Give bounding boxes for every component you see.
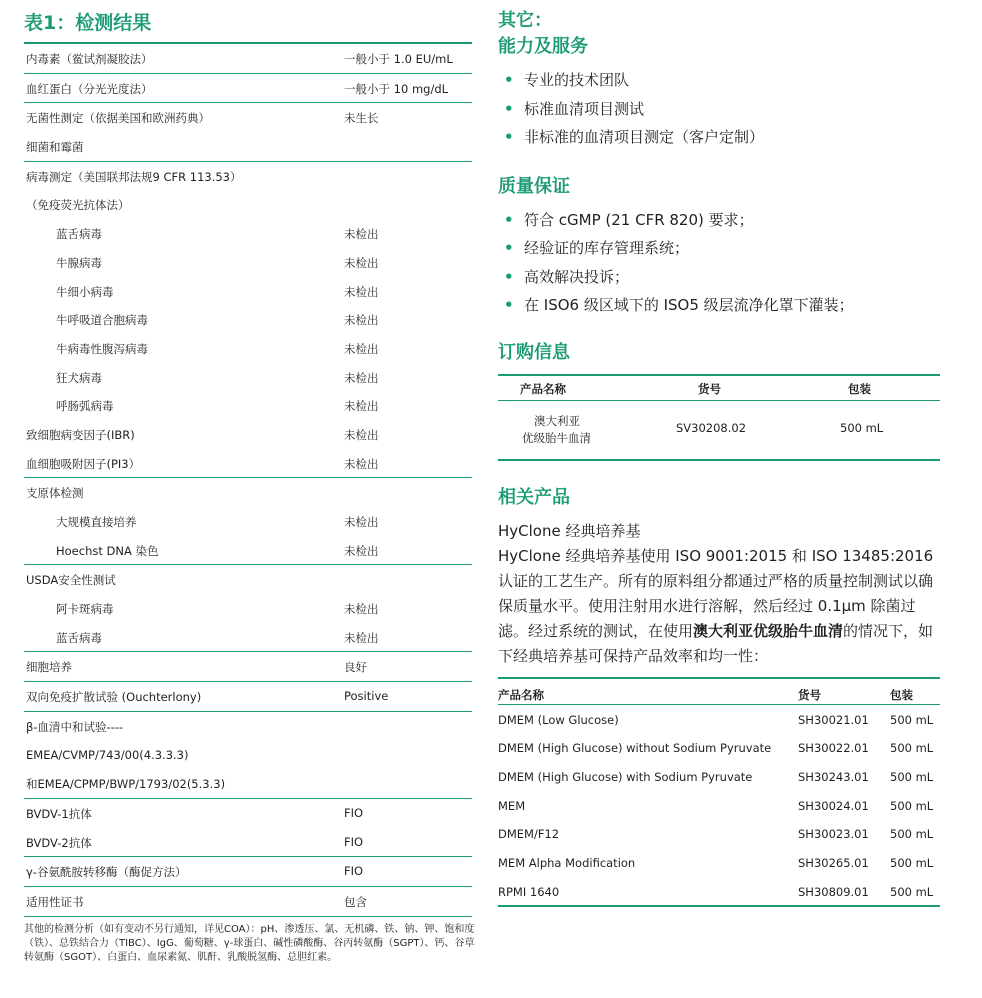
results-row xyxy=(24,565,472,594)
results-row-name: EMEA/CVMP/743/00(4.3.3.3) xyxy=(26,747,189,762)
results-row-value: 未检出 xyxy=(344,515,379,529)
results-row-name: USDA安全性测试 xyxy=(26,573,116,588)
results-row xyxy=(24,682,472,712)
related-row-name: RPMI 1640 xyxy=(498,884,560,899)
results-row-value: FIO xyxy=(344,834,364,849)
ordering-catalog: SV30208.02 xyxy=(676,420,747,435)
results-row-name: γ-谷氨酰胺转移酶（酶促方法） xyxy=(26,865,187,880)
results-row-name: β-血清中和试验---- xyxy=(26,719,124,734)
related-row-size: 500 mL xyxy=(890,741,934,756)
results-row-name: 蓝舌病毒 xyxy=(56,227,102,242)
related-row-name: DMEM/F12 xyxy=(498,827,560,842)
results-row-name: 牛呼吸道合胞病毒 xyxy=(56,313,148,328)
results-row-value: 未生长 xyxy=(344,111,379,126)
list-item-text: 非标准的血清项目测定（客户定制） xyxy=(524,128,765,146)
results-row-name: 牛细小病毒 xyxy=(56,284,114,299)
results-row-value: FIO xyxy=(344,805,364,820)
list-item xyxy=(498,263,940,292)
results-row xyxy=(24,74,472,104)
list-item-text: 经验证的库存管理系统； xyxy=(524,239,690,257)
related-line1: HyClone 经典培养基 xyxy=(498,521,641,540)
list-item xyxy=(498,95,940,124)
ordering-product-line1: 澳大利亚 xyxy=(534,413,580,428)
bullet-icon: • xyxy=(504,267,514,286)
results-row-value: 未检出 xyxy=(344,543,379,558)
list-item xyxy=(498,291,940,320)
results-row xyxy=(24,44,472,74)
bullet-icon: • xyxy=(504,239,514,257)
ordering-header-name: 产品名称 xyxy=(520,381,566,396)
related-text-after: 的情况下，如下经典培养基可保持产品效率和均一性： xyxy=(498,621,934,665)
results-row xyxy=(24,420,472,449)
results-row xyxy=(24,248,472,277)
results-row-name: 血细胞吸附因子(PI3） xyxy=(26,456,141,471)
results-row-name: 致细胞病变因子(IBR) xyxy=(26,427,135,442)
results-row xyxy=(24,623,472,653)
results-row xyxy=(24,857,472,887)
ordering-size: 500 mL xyxy=(840,420,884,435)
related-row-size: 500 mL xyxy=(890,855,934,870)
results-row-value: 包含 xyxy=(344,894,367,909)
related-row-catalog: SH30265.01 xyxy=(798,855,869,870)
results-row-value: 良好 xyxy=(344,660,367,675)
related-row-size: 500 mL xyxy=(890,884,934,899)
ordering-header-size: 包装 xyxy=(848,381,871,396)
related-row-size: 500 mL xyxy=(890,827,934,842)
related-row-name: MEM Alpha Modification xyxy=(498,855,636,870)
results-row-name: 大规模直接培养 xyxy=(56,515,137,529)
quality-title: 质量保证 xyxy=(498,175,570,197)
ordering-row xyxy=(498,401,940,459)
results-row-value: 未检出 xyxy=(344,255,379,270)
results-row-name: 牛病毒性腹泻病毒 xyxy=(56,341,148,356)
related-row-name: DMEM (High Glucose) without Sodium Pyruvate xyxy=(498,741,772,756)
related-row-catalog: SH30243.01 xyxy=(798,769,869,784)
services-title: 能力及服务 xyxy=(498,36,588,57)
related-title: 相关产品 xyxy=(498,486,570,508)
quality-list xyxy=(498,206,940,320)
results-row-value: 未检出 xyxy=(344,630,379,645)
results-row xyxy=(24,887,472,917)
related-row-catalog: SH30024.01 xyxy=(798,798,869,813)
results-row xyxy=(24,769,472,799)
results-row xyxy=(24,219,472,248)
results-row-value: 一般小于 1.0 EU/mL xyxy=(344,52,453,66)
services-list xyxy=(498,66,940,152)
results-row-name: 呼肠弧病毒 xyxy=(56,399,114,414)
related-row-catalog: SH30023.01 xyxy=(798,827,869,842)
related-text-bold: 澳大利亚优级胎牛血清 xyxy=(693,621,844,640)
results-title: 表1：检测结果 xyxy=(24,12,152,34)
results-row xyxy=(24,305,472,334)
right-column xyxy=(498,8,940,907)
results-row-name: 细菌和霉菌 xyxy=(26,140,84,155)
results-row-name: 支原体检测 xyxy=(26,486,84,501)
ordering-product-line2: 优级胎牛血清 xyxy=(522,430,591,445)
results-row xyxy=(24,478,472,507)
related-row xyxy=(498,733,940,762)
results-row-name: 适用性证书 xyxy=(26,894,84,909)
related-row-size: 500 mL xyxy=(890,712,934,727)
related-header xyxy=(498,679,940,705)
results-row xyxy=(24,334,472,363)
results-row-value: 未检出 xyxy=(344,341,379,356)
related-row xyxy=(498,819,940,848)
bullet-icon: • xyxy=(504,128,514,146)
results-row xyxy=(24,799,472,828)
related-row xyxy=(498,762,940,791)
related-paragraph xyxy=(498,519,940,669)
related-row-size: 500 mL xyxy=(890,798,934,813)
list-item xyxy=(498,234,940,263)
results-row xyxy=(24,103,472,132)
related-header-name: 产品名称 xyxy=(498,687,544,702)
bullet-icon: • xyxy=(504,71,514,89)
results-row xyxy=(24,741,472,770)
results-row-value: 未检出 xyxy=(344,284,379,299)
related-row-name: DMEM (High Glucose) with Sodium Pyruvate xyxy=(498,769,753,784)
results-row xyxy=(24,132,472,162)
results-note: 其他的检测分析（如有变动不另行通知，详见COA）：pH、渗透压、氯、无机磷、铁、钠、钾、饱和度（铁）、总铁结合力（TIBC）、IgG、葡萄糖、γ-球蛋白、碱性磷酸酶、谷丙转氨酶（SGPT）、钙、谷草转氨酶（SGOT）、白蛋白、血尿素氮、肌酐、乳酸脱氢酶、总胆红素。 xyxy=(24,923,475,963)
results-row xyxy=(24,507,472,536)
results-row-name: 和EMEA/CPMP/BWP/1793/02(5.3.3) xyxy=(26,777,226,792)
results-row-name: 无菌性测定（依据美国和欧洲药典） xyxy=(26,111,210,126)
results-row-name: 双向免疫扩散试验 (Ouchterlony) xyxy=(26,690,202,705)
results-row-name: 狂犬病毒 xyxy=(56,370,102,385)
results-row xyxy=(24,652,472,682)
list-item-text: 高效解决投诉； xyxy=(524,267,630,286)
list-item xyxy=(498,206,940,235)
results-row-value: 未检出 xyxy=(344,370,379,385)
results-row-name: 病毒测定（美国联邦法规9 CFR 113.53） xyxy=(26,169,242,184)
related-row xyxy=(498,848,940,877)
list-item xyxy=(498,123,940,152)
related-row-name: DMEM (Low Glucose) xyxy=(498,712,619,727)
list-item-text: 标准血清项目测试 xyxy=(524,99,645,118)
list-item-text: 在 ISO6 级区域下的 ISO5 级层流净化罩下灌装； xyxy=(524,296,854,314)
related-row-catalog: SH30022.01 xyxy=(798,741,869,756)
related-row xyxy=(498,705,940,734)
bullet-icon: • xyxy=(504,99,514,118)
results-row xyxy=(24,449,472,479)
list-item-text: 符合 cGMP (21 CFR 820) 要求； xyxy=(524,210,754,229)
results-row xyxy=(24,828,472,858)
results-section xyxy=(24,10,475,965)
ordering-header-catalog: 货号 xyxy=(698,381,721,396)
results-row xyxy=(24,391,472,420)
related-row-name: MEM xyxy=(498,798,526,813)
bullet-icon: • xyxy=(504,210,514,229)
results-row-name: 内毒素（鲎试剂凝胶法） xyxy=(26,52,153,66)
results-row xyxy=(24,363,472,392)
results-row xyxy=(24,162,472,191)
related-row xyxy=(498,877,940,906)
results-row-name: 牛腺病毒 xyxy=(56,255,102,270)
results-row-value: FIO xyxy=(344,864,364,879)
results-row xyxy=(24,594,472,623)
ordering-header xyxy=(498,376,940,401)
results-row-name: （免疫荧光抗体法） xyxy=(26,198,130,213)
results-row xyxy=(24,536,472,566)
related-rows xyxy=(498,705,940,906)
results-row-name: 细胞培养 xyxy=(26,660,72,675)
related-header-size: 包装 xyxy=(890,687,913,702)
results-row-name: Hoechst DNA 染色 xyxy=(56,543,159,558)
related-table xyxy=(498,677,940,908)
list-item-text: 专业的技术团队 xyxy=(524,71,630,89)
related-row-size: 500 mL xyxy=(890,769,934,784)
results-table xyxy=(24,42,472,917)
results-row-value: 未检出 xyxy=(344,427,379,442)
results-row xyxy=(24,712,472,741)
results-row-value: 未检出 xyxy=(344,313,379,328)
results-row-value: Positive xyxy=(344,689,389,704)
related-row xyxy=(498,791,940,820)
results-row-value: 未检出 xyxy=(344,399,379,414)
other-title: 其它： xyxy=(498,10,552,31)
results-row-name: 血红蛋白（分光光度法） xyxy=(26,81,153,96)
results-row-value: 未检出 xyxy=(344,227,379,242)
list-item xyxy=(498,66,940,95)
related-row-catalog: SH30809.01 xyxy=(798,884,869,899)
related-text-before: HyClone 经典培养基使用 ISO 9001:2015 和 ISO 13485:2016 认证的工艺生产。所有的原料组分都通过严格的质量控制测试以确保质量水平。使用注射用水进行溶解，然后经过 0.1μm 除菌过滤。经过系统的测试，在使用 xyxy=(498,546,934,640)
ordering-title: 订购信息 xyxy=(498,341,570,363)
results-row-name: BVDV-2抗体 xyxy=(26,835,92,850)
results-row-name: 蓝舌病毒 xyxy=(56,630,102,645)
results-row-value: 未检出 xyxy=(344,456,379,471)
results-row xyxy=(24,190,472,219)
results-row-value: 一般小于 10 mg/dL xyxy=(344,81,449,96)
results-row xyxy=(24,277,472,306)
results-row-name: 阿卡斑病毒 xyxy=(56,602,114,617)
results-row-name: BVDV-1抗体 xyxy=(26,806,92,821)
related-row-catalog: SH30021.01 xyxy=(798,712,869,727)
bullet-icon: • xyxy=(504,296,514,314)
related-header-catalog: 货号 xyxy=(798,687,821,702)
results-row-value: 未检出 xyxy=(344,602,379,617)
ordering-table xyxy=(498,374,940,461)
